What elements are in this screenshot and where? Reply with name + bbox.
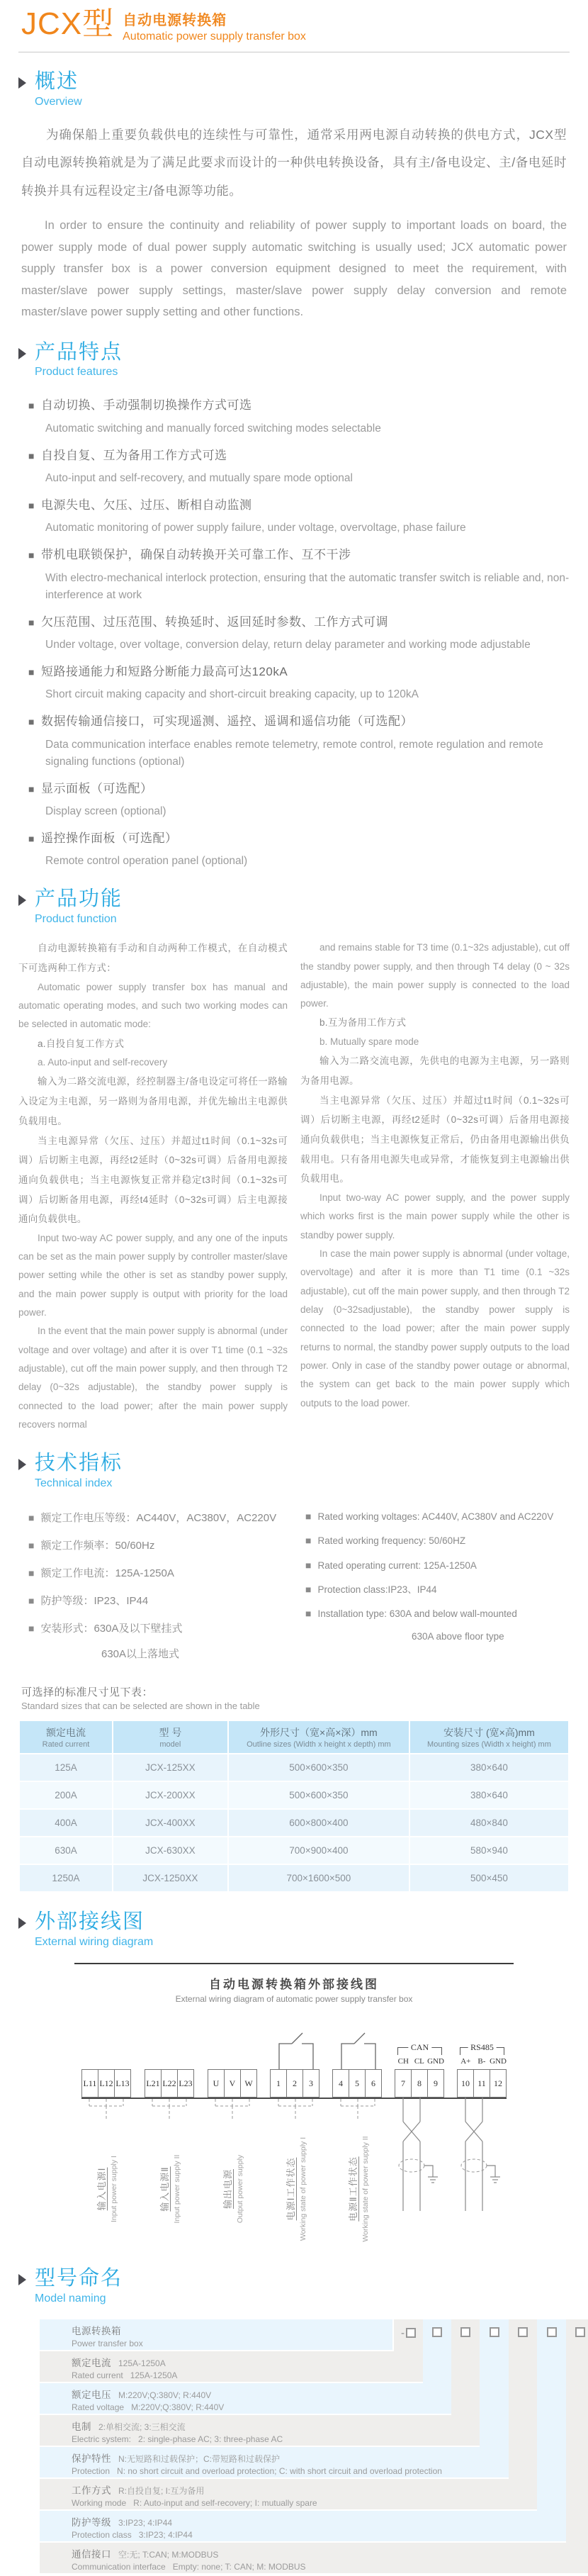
code-strip <box>537 2319 566 2541</box>
dashed-bracket-icon <box>270 2098 321 2122</box>
square-bullet-icon: ■ <box>28 716 35 728</box>
terminal-group-can: CAN CH CL GND 7 8 9 <box>395 2069 444 2098</box>
tech-column-en: ■ Rated working voltages: AC440V, AC380V and AC220V ■ Rated working frequency: 50/60HZ ■ Rated operating current: 125A-1250A ■ Protection class:IP23、IP44 ■ Installation type: 630A and below wall-mounted 630A above floor type <box>305 1504 570 1666</box>
wiring-diagram <box>74 1963 514 2249</box>
code-strip <box>566 2319 588 2573</box>
model-code-box <box>575 2327 585 2337</box>
group-label: 输入电源Ⅰ Input power supply I <box>96 2156 118 2223</box>
list-item: ■ 数据传输通信接口，可实现遥测、遥控、遥调和遥信功能（可选配） Data communication interface enables remote telemetry, remote control, remote regulation and remote signaling functions (optional) <box>28 715 543 768</box>
section-title-cn: 外部接线图 <box>35 1910 145 1934</box>
terminal-group-input2: L21 L22 L23 输入电源Ⅱ Input power supply II <box>145 2069 194 2098</box>
naming-row: 防护等级 3:IP23; 4:IP44 Protection class 3:IP23; 4:IP44 <box>40 2511 566 2541</box>
terminal-group-input1: L11 L12 L13 输入电源Ⅰ Input power supply I <box>81 2069 131 2098</box>
section-arrow-icon <box>18 1459 26 1470</box>
naming-row: 额定电压 M:220V;Q:380V; R:440V Rated voltage M:220V;Q:380V; R:440V <box>40 2383 451 2414</box>
model-code-box <box>406 2328 416 2338</box>
section-arrow-icon <box>18 77 26 89</box>
dashed-bracket-icon <box>81 2098 132 2122</box>
dash-mark: - <box>401 2326 405 2339</box>
group-label: 输入电源Ⅱ Input power supply II <box>159 2154 181 2224</box>
square-bullet-icon: ■ <box>28 1623 35 1635</box>
model-code-box <box>547 2327 557 2337</box>
can-bus-label: CAN CH CL GND <box>397 2042 444 2066</box>
table-row: 630A JCX-630XX 700×900×400 580×940 <box>19 1837 569 1864</box>
overview-paragraph-en: In order to ensure the continuity and reliability of power supply to important loads on board, the power supply mode of dual power supply automatic switching is usually used; JCX automatic power supply transfer box is a power conversion equipment designed to meet the requirement, with master/slave power supply settings, master/slave power supply delay conversion and remote master/slave power supply setting and other functions. <box>21 219 567 319</box>
section-title-en: Overview <box>35 95 82 108</box>
table-note-cn: 可选择的标准尺寸见下表： <box>21 1686 154 1699</box>
rs485-bus-label: RS485 A+ B- GND <box>460 2042 507 2066</box>
diagram-title-cn: 自动电源转换箱外部接线图 <box>209 1978 379 1992</box>
model-naming-stair <box>40 2319 588 2576</box>
section-title-en: Model naming <box>35 2292 106 2305</box>
section-title-en: Product function <box>35 913 117 926</box>
table-note-en: Standard sizes that can be selected are shown in the table <box>21 1701 260 1712</box>
section-overview <box>18 71 570 323</box>
twisted-pair-icon <box>395 2098 446 2218</box>
square-bullet-icon: ■ <box>28 1512 35 1524</box>
overview-paragraph-cn: 为确保船上重要负载供电的连续性与可靠性，通常采用两电源自动转换的供电方式，JCX型自动电源转换箱就是为了满足此要求而设计的一种供电转换设备，具有主/备电设定、主/备电延时转换并具有远程设定主/备电源等功能。 <box>21 127 567 198</box>
square-bullet-icon: ■ <box>28 1595 35 1607</box>
section-features <box>18 342 570 870</box>
dashed-bracket-icon <box>207 2098 258 2122</box>
square-bullet-icon: ■ <box>28 500 35 512</box>
group-label: 电源Ⅰ工作状态 Working state of power supply I <box>285 2137 307 2241</box>
square-bullet-icon: ■ <box>305 1511 312 1523</box>
terminal-group-output: U V W 输出电源 Output power supply <box>208 2069 257 2098</box>
function-column-right: and remains stable for T3 time (0.1~32s adjustable), cut off the standby power supply, and then through T4 delay (0 ~ 32s adjustable), the main power supply is connected to the load power. b.互为备用工作方式 b. Mutually spare mode 输入为二路交流电源，先供电的电源为主电源，另一路则为备用电源。 当主电源异常（欠压、过压）并超过t1时间（0.1~32s可调）后切断主电源，再经t2延时（0~32s可调）后备用电源接通向负载供电；当主电源恢复正常后，仍由备用电源输出供负载用电。只有备用电源失电或异常，才能恢复到主电源输出供负载用电。 Input two-way AC power supply, and the power supply which works first is the main power supply while the other is standby power supply. In case the main power supply is abnormal (under voltage, overvoltage) and after it is more than T1 time (0.1 ~32s adjustable), cut off the main power supply, and then through T2 delay (0~32sadjustable), the standby power supply is connected to the load power; after the main power supply returns to normal, the standby power supply outputs to the load power. Only in case of the standby power outage or abnormal, the system can get back to the main power supply which outputs to the load power. <box>300 942 570 1409</box>
square-bullet-icon: ■ <box>28 400 35 412</box>
spec-continuation: 630A above floor type <box>412 1630 504 1642</box>
list-item: ■ 自投自复、互为备用工作方式可选 Auto-input and self-recovery, and mutually spare mode optional <box>28 448 353 485</box>
diagram-title-en: External wiring diagram of automatic power supply transfer box <box>175 1994 413 2005</box>
square-bullet-icon: ■ <box>305 1608 312 1620</box>
square-bullet-icon: ■ <box>28 666 35 678</box>
naming-row: 电制 2:单相交流; 3:三相交流 Electric system: 2: single-phase AC; 3: three-phase AC <box>40 2415 480 2446</box>
dashed-bracket-icon <box>332 2098 383 2122</box>
product-model-title: JCX型 <box>21 6 115 41</box>
section-title-cn: 产品功能 <box>35 887 123 911</box>
terminal-group-state2: 4 5 6 电源Ⅱ工作状态 Working state of power supply II <box>333 2069 382 2098</box>
dashed-bracket-icon <box>144 2098 195 2122</box>
naming-row: 电源转换箱 Power transfer box <box>40 2319 392 2350</box>
model-code-box <box>490 2327 499 2337</box>
tech-columns <box>18 1504 570 1666</box>
function-column-left: 自动电源转换箱有手动和自动两种工作模式，在自动模式下可选两种工作方式： Automatic power supply transfer box has manual and automatic operating modes, and such two working modes can be selected in automatic mode: a.自投自复工作方式 a. Auto-input and self-recovery 输入为二路交流电源，经控制器主/备电设定可将任一路输入设定为主电源，另一路则为备用电源，并优先输出主电源供负载用电。 当主电源异常（欠压、过压）并超过t1时间（0.1~32s可调）后切断主电源，再经t2延时（0~32s可调）后备用电源接通向负载供电；当主电源恢复正常并稳定t3时间（0.1~32s可调）后切断备用电源，再经t4延时（0~32s可调）后主电源接通向负载供电。 Input two-way AC power supply, and any one of the inputs can be set as the main power supply by controller master/slave power setting while the other is set as standby power supply, and the main power supply is output with priority for the load power. In the event that the main power supply is abnormal (under voltage and over voltage) and after it is over T1 time (0.1 ~32s adjustable), cut off the main power supply, and then through T2 delay (0~32s adjustable), the standby power supply is connected to the load power; after the main power supply recovers normal <box>18 943 288 1430</box>
terminal-strip <box>81 2042 507 2242</box>
table-row: 125A JCX-125XX 500×600×350 380×640 <box>19 1754 569 1781</box>
section-function <box>18 888 570 1434</box>
feature-list <box>28 394 570 870</box>
section-wiring <box>18 1911 570 2249</box>
section-arrow-icon <box>18 2274 26 2285</box>
naming-row: 保护特性 N:无短路和过载保护；C:带短路和过载保护 Protection N: no short circuit and overload protection; C: with short circuit and overload protection <box>40 2447 509 2477</box>
relay-contact-icon <box>333 2031 384 2069</box>
product-title-cn: 自动电源转换箱 <box>123 13 227 28</box>
section-model-naming <box>18 2268 570 2576</box>
function-columns <box>18 939 570 1434</box>
bus-bracket-icon: RS485 <box>460 2047 504 2055</box>
list-item: ■ 电源失电、欠压、过压、断相自动监测 Automatic monitoring of power supply failure, under voltage, overvoltage, phase failure <box>28 498 466 534</box>
standard-sizes-table <box>18 1720 570 1893</box>
section-arrow-icon <box>18 895 26 906</box>
table-header-row: 额定电流 Rated current 型 号 model 外形尺寸（宽×高×深）mm Outline sizes (Width x height x depth) mm 安装尺寸 (宽×高)mm Mounting sizes (Width x height) mm <box>19 1720 569 1754</box>
table-row: 200A JCX-200XX 500×600×350 380×640 <box>19 1781 569 1809</box>
square-bullet-icon: ■ <box>28 449 35 461</box>
terminal-group-rs485: RS485 A+ B- GND 10 11 12 <box>458 2069 507 2098</box>
square-bullet-icon: ■ <box>28 549 35 561</box>
section-title-en: Technical index <box>35 1477 113 1490</box>
twisted-pair-icon <box>457 2098 508 2218</box>
section-title-cn: 产品特点 <box>35 340 123 364</box>
relay-contact-icon <box>271 2031 322 2069</box>
tech-column-cn: ■ 额定工作电压等级：AC440V，AC380V，AC220V ■ 额定工作频率：50/60Hz ■ 额定工作电流：125A-1250A ■ 防护等级：IP23、IP44 ■ 安装形式：630A及以下壁挂式 630A以上落地式 <box>28 1504 293 1666</box>
group-label: 输出电源 Output power supply <box>222 2154 244 2224</box>
list-item: ■ 显示面板（可选配） Display screen (optional) <box>28 781 166 817</box>
square-bullet-icon: ■ <box>305 1559 312 1571</box>
square-bullet-icon: ■ <box>305 1535 312 1547</box>
naming-row: 工作方式 R:自投自复; I:互为备用 Working mode R: Auto-input and self-recovery; I: mutually spare <box>40 2479 537 2509</box>
section-technical-index <box>18 1452 570 1893</box>
group-label: 电源Ⅱ工作状态 Working state of power supply II <box>347 2136 370 2242</box>
list-item: ■ 遥控操作面板（可选配） Remote control operation panel (optional) <box>28 831 248 868</box>
square-bullet-icon: ■ <box>28 783 35 795</box>
model-code-box <box>460 2327 470 2337</box>
list-item: ■ 自动切换、手动强制切换操作方式可选 Automatic switching and manually forced switching modes selectable <box>28 398 381 435</box>
square-bullet-icon: ■ <box>28 616 35 628</box>
page-header <box>0 0 588 43</box>
section-arrow-icon <box>18 348 26 359</box>
section-title-cn: 型号命名 <box>35 2267 123 2290</box>
spec-continuation: 630A以上落地式 <box>101 1648 180 1661</box>
table-row: 400A JCX-400XX 600×800×400 480×840 <box>19 1809 569 1837</box>
section-title-en: External wiring diagram <box>35 1936 154 1949</box>
terminal-group-state1: 1 2 3 电源Ⅰ工作状态 Working state of power supply I <box>271 2069 320 2098</box>
section-arrow-icon <box>18 1917 26 1929</box>
square-bullet-icon: ■ <box>28 833 35 845</box>
section-title-en: Product features <box>35 366 118 379</box>
table-row: 1250A JCX-1250XX 700×1600×500 500×450 <box>19 1864 569 1892</box>
list-item: ■ 短路接通能力和短路分断能力最高可达120kA Short circuit making capacity and short-circuit breaking capacity, up to 120kA <box>28 665 419 701</box>
model-code-box <box>432 2327 442 2337</box>
model-code-box <box>518 2327 528 2337</box>
naming-row: 额定电流 125A-1250A Rated current 125A-1250A <box>40 2351 423 2382</box>
section-title-cn: 概述 <box>35 70 79 93</box>
square-bullet-icon: ■ <box>28 1567 35 1579</box>
bus-bracket-icon: CAN <box>397 2047 442 2055</box>
naming-row: 通信接口 空:无; T:CAN; M:MODBUS Communication interface Empty: none; T: CAN; M: MODBUS <box>40 2543 588 2573</box>
list-item: ■ 带机电联锁保护，确保自动转换开关可靠工作、互不干涉 With electro-mechanical interlock protection, ensuring that the automatic transfer switch is reliable and, non-interference at work <box>28 548 570 601</box>
list-item: ■ 欠压范围、过压范围、转换延时、返回延时参数、工作方式可调 Under voltage, over voltage, conversion delay, return delay parameter and working mode adjustable <box>28 615 531 651</box>
square-bullet-icon: ■ <box>28 1540 35 1552</box>
section-title-cn: 技术指标 <box>35 1452 123 1475</box>
product-title-en: Automatic power supply transfer box <box>123 30 306 43</box>
square-bullet-icon: ■ <box>305 1584 312 1596</box>
